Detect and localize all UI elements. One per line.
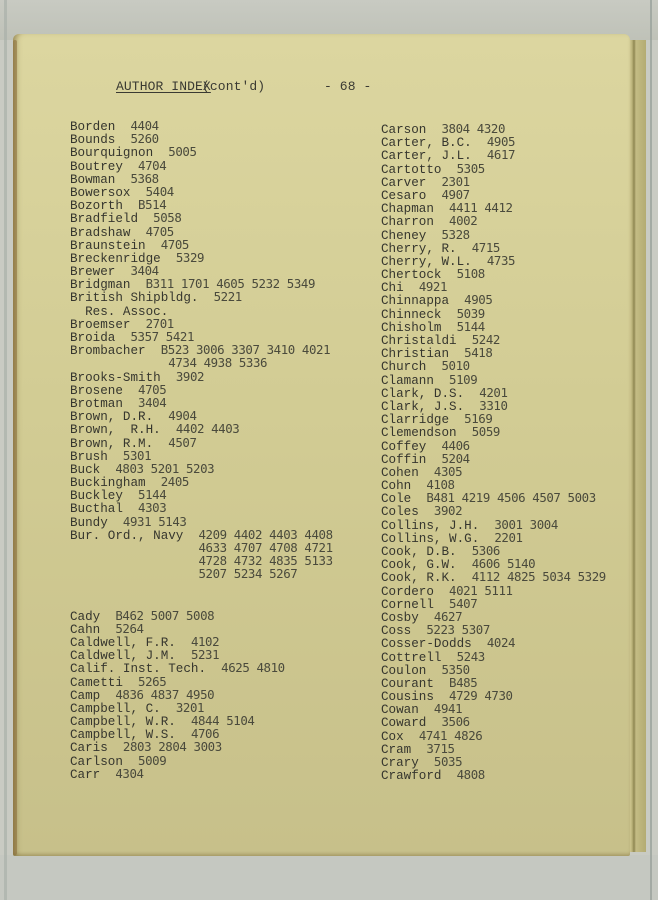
index-entry <box>381 345 606 362</box>
author-name: Coss <box>381 624 412 639</box>
author-name: Cram <box>381 742 412 757</box>
reference-numbers: 5404 <box>145 183 174 199</box>
index-entry <box>70 370 333 383</box>
index-entry <box>70 739 333 756</box>
reference-numbers: 4633 4707 4708 4721 <box>198 540 333 555</box>
reference-numbers: 3715 <box>426 740 455 756</box>
index-entry <box>381 714 606 731</box>
author-name: Clark, J.S. <box>381 399 465 414</box>
index-entry <box>381 688 606 705</box>
index-entry <box>381 279 606 296</box>
author-name: Courant <box>381 676 434 691</box>
index-entry <box>70 436 333 449</box>
author-name: Campbell, C. <box>70 701 161 716</box>
index-entry <box>70 251 333 264</box>
reference-numbers: 2405 <box>160 474 189 490</box>
author-name: Cartotto <box>381 162 442 177</box>
author-name: Boutrey <box>70 159 123 174</box>
author-name: Brotman <box>70 396 123 411</box>
spacer <box>441 769 456 783</box>
section-gap <box>70 581 333 609</box>
spacer <box>153 437 168 451</box>
author-name: Cook, R.K. <box>381 571 457 586</box>
index-entry <box>70 172 333 185</box>
reference-numbers: 4734 4938 5336 <box>168 355 268 371</box>
reference-numbers: 5264 <box>115 620 144 636</box>
index-entry <box>381 333 606 346</box>
reference-numbers: 3404 <box>130 263 159 279</box>
reference-numbers: 5221 <box>213 289 242 305</box>
reference-numbers: 4706 <box>190 726 220 742</box>
index-entry <box>70 185 333 198</box>
author-name: Bowersox <box>70 185 131 200</box>
author-name: Cheney <box>381 228 427 243</box>
author-name: Brown, R.M. <box>70 436 154 451</box>
left-column <box>70 119 333 780</box>
spacer <box>198 291 213 305</box>
index-entry <box>381 307 606 320</box>
author-name: Clemendson <box>381 426 457 441</box>
reference-numbers: 5368 <box>130 170 159 186</box>
reference-numbers: 5306 <box>471 543 500 558</box>
author-name: Bucthal <box>70 502 123 517</box>
author-name: Chisholm <box>381 320 442 335</box>
author-name: Cahn <box>70 622 101 637</box>
index-entry <box>70 197 333 214</box>
index-entry <box>70 421 333 438</box>
reference-numbers: 3902 <box>433 503 463 519</box>
reference-numbers: 4507 <box>168 434 197 450</box>
author-name: Collins, W.G. <box>381 531 480 546</box>
author-name: Buck <box>70 462 101 477</box>
reference-numbers: 4304 <box>115 765 144 781</box>
author-name: Bozorth <box>70 199 123 214</box>
reference-numbers: 5009 <box>138 752 167 768</box>
author-name: Crawford <box>381 769 442 784</box>
author-name: Carter, B.C. <box>381 136 472 151</box>
reference-numbers: 5265 <box>138 673 167 689</box>
reference-numbers: 5010 <box>441 358 470 374</box>
index-entry <box>381 292 606 309</box>
reference-numbers: 4844 5104 <box>190 713 255 729</box>
author-name: Breckenridge <box>70 251 161 266</box>
author-name: Cherry, W.L. <box>381 254 472 269</box>
index-entry <box>70 159 333 172</box>
reference-numbers: 4904 <box>168 408 197 424</box>
author-name: Clamann <box>381 373 434 388</box>
reference-numbers: B311 1701 4605 5232 5349 <box>145 276 316 292</box>
author-name: Coward <box>381 716 427 731</box>
author-name: Brewer <box>70 265 116 280</box>
index-entry <box>381 663 606 676</box>
index-entry <box>381 147 606 164</box>
author-name: Cousins <box>381 690 434 705</box>
reference-numbers: 4921 <box>418 279 448 295</box>
reference-numbers: 3804 4320 <box>441 121 506 136</box>
author-name: Calif. Inst. Tech. <box>70 662 207 677</box>
author-name: Bradshaw <box>70 225 131 240</box>
author-name: Cowan <box>381 703 419 718</box>
author-name: Caris <box>70 741 108 756</box>
author-name: Cole <box>381 492 412 507</box>
reference-numbers: 3404 <box>138 394 167 410</box>
index-entry <box>70 474 333 491</box>
index-entry <box>381 452 606 465</box>
reference-numbers: 4905 <box>486 134 516 150</box>
reference-numbers: 2803 2804 3003 <box>122 739 222 755</box>
author-name: Christaldi <box>381 334 457 348</box>
author-name: Bradfield <box>70 212 139 227</box>
index-entry <box>381 650 606 663</box>
reference-numbers: 4406 <box>441 437 470 453</box>
reference-numbers: 5357 5421 <box>130 329 195 344</box>
reference-numbers: 5144 <box>138 487 167 503</box>
spacer <box>161 252 176 266</box>
author-name: Christian <box>381 347 450 362</box>
reference-numbers: 3506 <box>441 714 470 730</box>
reference-numbers: 5059 <box>471 424 500 440</box>
reference-numbers: 4715 <box>471 239 500 255</box>
index-entry <box>70 317 333 330</box>
author-name: Carter, J.L. <box>381 149 472 164</box>
index-entry <box>70 131 333 148</box>
index-entry <box>70 144 333 161</box>
index-entry <box>70 647 333 664</box>
index-entry <box>70 462 333 475</box>
author-name: Broemser <box>70 317 131 332</box>
author-name: Braunstein <box>70 238 146 253</box>
author-name: Coulon <box>381 663 427 678</box>
author-name: Cosby <box>381 610 419 625</box>
reference-numbers: 3902 <box>175 368 205 384</box>
reference-numbers: 5207 5234 5267 <box>198 566 298 582</box>
author-name: Cherry, R. <box>381 241 457 256</box>
author-name: Clark, D.S. <box>381 386 465 401</box>
index-entry <box>381 584 606 597</box>
author-name: Cook, G.W. <box>381 558 457 573</box>
author-name: Carson <box>381 123 427 137</box>
author-name: British Shipbldg. <box>70 291 199 306</box>
author-name: Chinnappa <box>381 294 450 309</box>
index-entry <box>381 729 606 742</box>
reference-numbers: 5005 <box>168 144 197 160</box>
reference-numbers: 5418 <box>464 345 493 361</box>
right-column <box>381 121 606 784</box>
author-name: Bundy <box>70 515 108 530</box>
index-entry <box>381 175 606 188</box>
index-entry <box>381 439 606 452</box>
author-name: Brooks-Smith <box>70 370 161 385</box>
reference-numbers: 4705 <box>138 381 167 397</box>
index-entry <box>70 609 333 622</box>
reference-numbers: 4905 <box>464 292 493 308</box>
author-name: Res. Assoc. <box>70 304 169 319</box>
index-entry <box>70 767 333 780</box>
reference-numbers: 4303 <box>138 500 167 516</box>
reference-numbers: 5039 <box>456 305 485 321</box>
reference-numbers: 4209 4402 4403 4408 <box>198 526 333 542</box>
index-entry <box>381 213 606 230</box>
index-entry <box>381 254 606 267</box>
reference-numbers: 5260 <box>130 131 159 147</box>
reference-numbers: 4102 <box>190 633 220 649</box>
reference-numbers: 4404 <box>130 118 159 133</box>
author-name: Cohen <box>381 465 419 480</box>
reference-numbers: 5243 <box>456 648 485 664</box>
index-entry <box>70 304 333 317</box>
reference-numbers: 5305 <box>456 160 485 176</box>
reference-numbers: 5301 <box>122 447 152 463</box>
author-name: Carr <box>70 767 101 782</box>
author-name: Cady <box>70 609 101 624</box>
reference-numbers: 4627 <box>433 608 463 624</box>
reference-numbers: 2701 <box>145 315 174 331</box>
reference-numbers: 5204 <box>441 450 470 466</box>
index-entry <box>70 225 333 238</box>
reference-numbers: 4617 <box>486 147 516 163</box>
author-name: Bowman <box>70 172 116 187</box>
author-name: Brombacher <box>70 344 146 359</box>
reference-numbers: 3001 3004 <box>494 516 558 532</box>
index-continued-label: (cont'd) <box>202 79 266 94</box>
index-entry <box>381 767 606 784</box>
author-name: Cook, D.B. <box>381 545 457 559</box>
author-name: Campbell, W.S. <box>70 728 176 743</box>
index-entry <box>381 755 606 768</box>
author-name: Broida <box>70 331 116 345</box>
reference-numbers: 4836 4837 4950 <box>115 686 215 702</box>
reference-numbers: 4728 4732 4835 5133 <box>198 553 333 569</box>
index-entry <box>381 200 606 217</box>
reference-numbers: 5329 <box>175 249 205 265</box>
author-name: Bounds <box>70 133 116 148</box>
index-entry <box>70 383 333 396</box>
author-name: Chi <box>381 281 404 296</box>
reference-numbers: B485 <box>449 674 478 690</box>
index-title: AUTHOR INDEX <box>116 79 211 94</box>
author-name: Cornell <box>381 597 434 612</box>
reference-numbers: 5144 <box>456 318 485 334</box>
reference-numbers: 4002 <box>449 213 478 229</box>
reference-numbers: 4729 4730 <box>449 688 513 704</box>
page-number: - 68 - <box>324 79 372 94</box>
reference-numbers: 5328 <box>441 226 470 242</box>
reference-numbers: 5035 <box>433 754 463 769</box>
index-entry <box>381 597 606 610</box>
reference-numbers: 5350 <box>441 661 470 677</box>
index-entry <box>70 754 333 767</box>
index-entry <box>70 289 333 306</box>
author-name: Brown, D.R. <box>70 410 154 425</box>
reference-numbers: 4411 4412 <box>449 200 513 216</box>
index-entry <box>381 635 606 652</box>
index-entry <box>70 487 333 504</box>
reference-numbers: 2301 <box>441 173 470 189</box>
index-entry <box>70 660 333 677</box>
reference-numbers: 4808 <box>456 767 485 783</box>
index-entry <box>381 701 606 718</box>
reference-numbers: 5242 <box>471 332 500 347</box>
spacer <box>206 662 221 676</box>
author-name: Cohn <box>381 479 412 494</box>
author-name: Chertock <box>381 268 442 283</box>
reference-numbers: 4803 5201 5203 <box>115 460 215 476</box>
index-entry <box>70 119 333 132</box>
author-name: Bourquignon <box>70 146 154 161</box>
reference-numbers: 4305 <box>433 463 463 479</box>
reference-numbers: 5407 <box>449 595 478 611</box>
author-name: Collins, J.H. <box>381 518 480 533</box>
author-name: Brosene <box>70 383 123 398</box>
index-entry <box>381 358 606 375</box>
reference-numbers: B523 3006 3307 3410 4021 <box>160 342 331 358</box>
reference-numbers: 4112 4825 5034 5329 <box>471 569 606 585</box>
author-name: Bridgman <box>70 278 131 293</box>
author-name: Bur. Ord., Navy <box>70 528 184 543</box>
author-name: Charron <box>381 215 434 230</box>
spacer <box>183 568 198 582</box>
index-entry <box>70 276 333 293</box>
reference-numbers: 3310 <box>479 397 508 413</box>
index-entry <box>381 424 606 441</box>
reference-numbers: 4705 <box>145 223 174 239</box>
reference-numbers: B462 5007 5008 <box>115 607 215 623</box>
author-name: Cametti <box>70 675 123 690</box>
reference-numbers: 4705 <box>160 236 189 252</box>
reference-numbers: B514 <box>138 197 167 213</box>
index-entry <box>70 567 333 580</box>
reference-numbers: 5231 <box>190 647 220 663</box>
author-name: Buckingham <box>70 476 146 491</box>
index-entry <box>381 610 606 623</box>
author-name: Cesaro <box>381 188 427 203</box>
index-entry <box>381 399 606 412</box>
index-entry <box>381 490 606 507</box>
author-name: Cox <box>381 729 404 744</box>
reference-numbers: 4741 4826 <box>418 727 483 743</box>
index-entry <box>381 266 606 283</box>
author-name: Coles <box>381 505 419 520</box>
author-name: Coffin <box>381 452 427 467</box>
reference-numbers: 4402 4403 <box>175 421 240 437</box>
author-name: Caldwell, J.M. <box>70 649 176 664</box>
author-name: Crary <box>381 756 419 770</box>
reference-numbers: 4108 <box>426 477 455 493</box>
author-name: Camp <box>70 688 101 703</box>
author-name: Carlson <box>70 754 123 769</box>
reference-numbers: 2201 <box>494 529 523 545</box>
author-name: Caldwell, F.R. <box>70 635 176 650</box>
reference-numbers: 4625 4810 <box>221 660 285 676</box>
reference-numbers: 4606 5140 <box>471 556 536 572</box>
reference-numbers: 5223 5307 <box>426 622 490 638</box>
author-name: Campbell, W.R. <box>70 715 176 730</box>
author-name: Church <box>381 360 427 375</box>
author-name: Brown, R.H. <box>70 423 161 438</box>
author-name: Cottrell <box>381 650 442 665</box>
reference-numbers: 4735 <box>486 252 516 268</box>
reference-numbers: B481 4219 4506 4507 5003 <box>426 490 596 506</box>
index-entry <box>381 162 606 175</box>
reference-numbers: 4941 <box>433 701 463 717</box>
reference-numbers: 5108 <box>456 266 485 282</box>
author-name <box>70 568 183 582</box>
author-name: Carver <box>381 175 427 190</box>
index-entry <box>70 500 333 517</box>
index-entry <box>381 742 606 755</box>
author-name: Brush <box>70 449 108 464</box>
author-name: Cosser-Dodds <box>381 637 472 652</box>
author-name: Clarridge <box>381 413 450 428</box>
reference-numbers: 4704 <box>138 157 167 173</box>
reference-numbers: 5169 <box>464 411 493 427</box>
index-entry <box>70 396 333 409</box>
author-name: Buckley <box>70 489 123 504</box>
reference-numbers: 4931 5143 <box>122 513 187 529</box>
reference-numbers: 5109 <box>449 371 478 387</box>
author-name: Chapman <box>381 202 434 217</box>
reference-numbers: 5058 <box>153 210 182 226</box>
spacer <box>100 768 115 782</box>
reference-numbers: 4021 5111 <box>449 582 513 598</box>
reference-numbers: 4201 <box>479 384 508 400</box>
author-name: Chinneck <box>381 307 442 322</box>
index-entry <box>381 465 606 478</box>
reference-numbers: 4024 <box>486 635 516 651</box>
author-name: Borden <box>70 120 116 134</box>
reference-numbers: 4907 <box>441 186 470 202</box>
author-name: Coffey <box>381 439 427 454</box>
reference-numbers: 3201 <box>175 699 205 715</box>
author-name: Cordero <box>381 584 434 599</box>
index-entry <box>70 210 333 227</box>
